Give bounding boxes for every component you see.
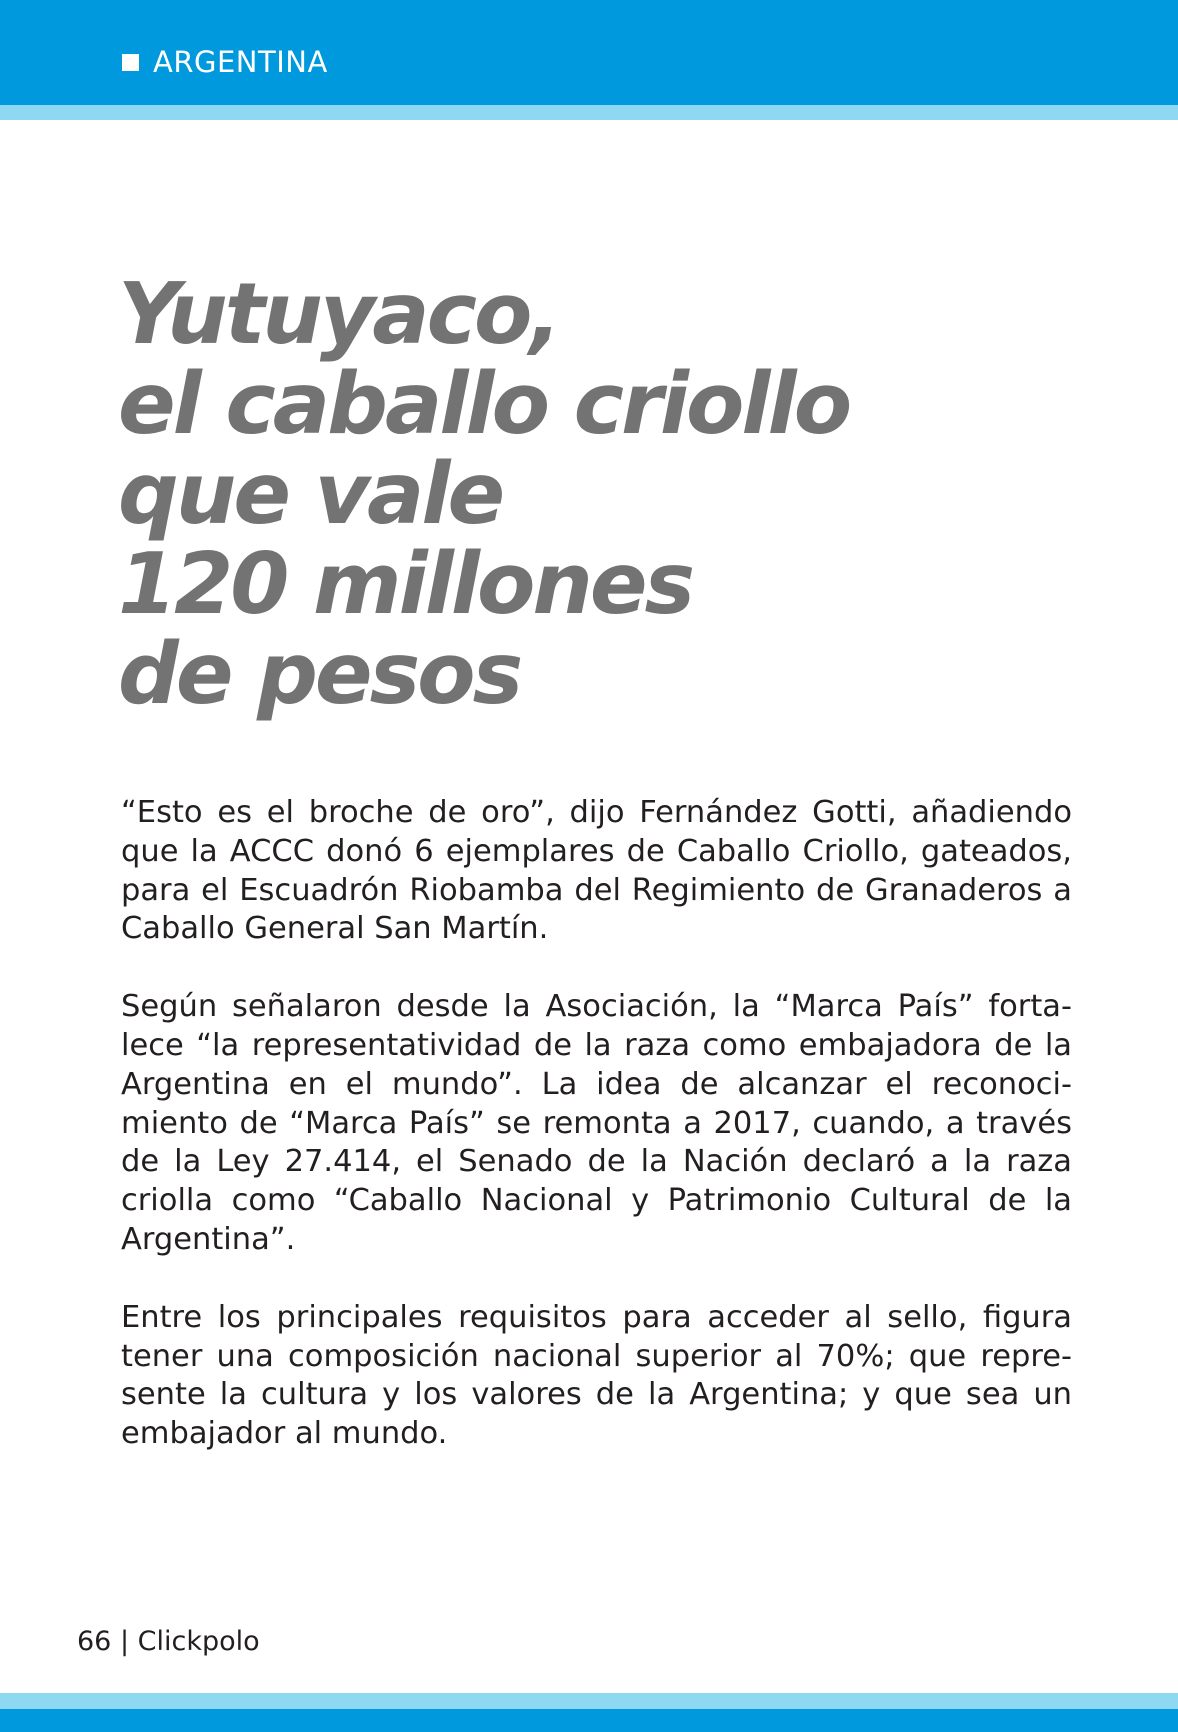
article-title-line: de pesos [118, 625, 521, 724]
article-paragraph: Según señalaron desde la Asociación, la “Marca País” fortalece “la representatividad de la raza como embajadora de la Argentina en el mundo”. La idea de alcanzar el reconocimiento de “Marca País” se remonta a 2017, cuando, a través de la Ley 27.414, el Senado de la Nación declaró a la raza criolla como “Caballo Nacional y Patrimonio Cultural de la Argentina”. [121, 989, 1072, 1257]
article-paragraph: Entre los principales requisitos para acceder al sello, figura tener una composición nacional superior al 70%; que represente la cultura y los valores de la Argentina; y que sea un embajador al mundo. [121, 1299, 1072, 1452]
footer-accent-stripe [0, 1693, 1178, 1709]
article-title-line: que vale [118, 445, 503, 544]
article-title-line: Yutuyaco, [118, 265, 559, 364]
article-paragraph: “Esto es el broche de oro”, dijo Fernández Gotti, añadiendo que la ACCC donó 6 ejemplares de Caballo Criollo, gateados, para el Escuadrón Riobamba del Regimiento de Granaderos a Caballo General San Martín. [121, 795, 1072, 947]
footer-separator: | [119, 1626, 130, 1657]
article-title [118, 265, 1018, 724]
page-number: 66 [77, 1626, 112, 1657]
footer-band [0, 1709, 1178, 1732]
header-accent-stripe [0, 105, 1178, 120]
section-label-text: ARGENTINA [153, 45, 328, 79]
page-footer [77, 1628, 260, 1655]
publication-name: Clickpolo [137, 1626, 260, 1657]
square-bullet-icon [122, 54, 139, 71]
article-title-line: el caballo criollo [118, 355, 850, 454]
article-title-line: 120 millones [118, 535, 693, 634]
section-label [122, 45, 328, 79]
article-body [121, 794, 1072, 1493]
